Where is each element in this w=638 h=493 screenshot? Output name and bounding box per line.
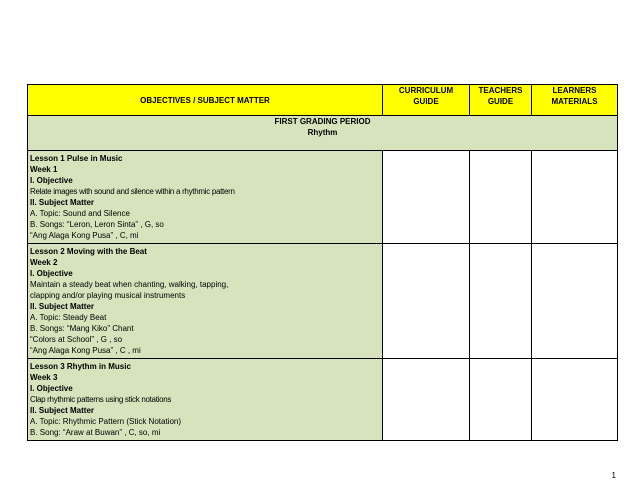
learners-header-line2: MATERIALS bbox=[551, 97, 598, 106]
learners-materials-cell bbox=[532, 151, 618, 244]
teachers-guide-header bbox=[470, 85, 532, 116]
subject-line: A. Topic: Steady Beat bbox=[30, 313, 107, 322]
learners-materials-cell bbox=[532, 244, 618, 359]
grading-period-subtitle: Rhythm bbox=[307, 128, 338, 137]
subject-line: A. Topic: Sound and Silence bbox=[30, 209, 130, 218]
learners-materials-cell bbox=[532, 359, 618, 441]
objective-text: Clap rhythmic patterns using stick notations bbox=[30, 395, 172, 404]
objective-text: Relate images with sound and silence within a rhythmic pattern bbox=[30, 187, 235, 196]
lesson-title: Lesson 2 Moving with the Beat bbox=[30, 247, 147, 256]
grading-period-cell bbox=[28, 116, 618, 151]
curriculum-guide-cell bbox=[383, 359, 470, 441]
lesson-week: Week 1 bbox=[30, 165, 58, 174]
teachers-guide-cell bbox=[470, 359, 532, 441]
subject-matter-label: II. Subject Matter bbox=[30, 302, 95, 311]
curriculum-header-line1: CURRICULUM bbox=[398, 86, 454, 95]
lesson-week: Week 2 bbox=[30, 258, 58, 267]
lesson-content bbox=[28, 359, 383, 441]
lesson-row bbox=[28, 359, 618, 441]
subject-line: B. Songs: “Mang Kiko” Chant bbox=[30, 324, 134, 333]
page-number: 1 bbox=[611, 471, 616, 480]
subject-line: “Ang Alaga Kong Pusa” , C , mi bbox=[30, 346, 141, 355]
subject-matter-label: II. Subject Matter bbox=[30, 198, 95, 207]
subject-matter-label: II. Subject Matter bbox=[30, 406, 95, 415]
header-row bbox=[28, 85, 618, 116]
curriculum-header-line2: GUIDE bbox=[413, 97, 439, 106]
lesson-row bbox=[28, 151, 618, 244]
teachers-header-line1: TEACHERS bbox=[478, 86, 523, 95]
subject-line: B. Song: “Araw at Buwan” , C, so, mi bbox=[30, 428, 161, 437]
curriculum-guide-header bbox=[383, 85, 470, 116]
grading-period-row bbox=[28, 116, 618, 151]
objective-label: I. Objective bbox=[30, 384, 73, 393]
objective-label: I. Objective bbox=[30, 176, 73, 185]
curriculum-table bbox=[27, 84, 618, 441]
curriculum-guide-cell bbox=[383, 244, 470, 359]
objective-label: I. Objective bbox=[30, 269, 73, 278]
subject-line: “Colors at School” , G , so bbox=[30, 335, 123, 344]
lesson-title: Lesson 3 Rhythm in Music bbox=[30, 362, 131, 371]
subject-line: “Ang Alaga Kong Pusa” , C, mi bbox=[30, 231, 139, 240]
learners-header-line1: LEARNERS bbox=[552, 86, 597, 95]
teachers-guide-cell bbox=[470, 151, 532, 244]
objective-text: Maintain a steady beat when chanting, walking, tapping, bbox=[30, 280, 229, 289]
teachers-guide-cell bbox=[470, 244, 532, 359]
objectives-header bbox=[28, 85, 383, 116]
lesson-week: Week 3 bbox=[30, 373, 58, 382]
lesson-content bbox=[28, 151, 383, 244]
lesson-title: Lesson 1 Pulse in Music bbox=[30, 154, 123, 163]
objectives-header-label: OBJECTIVES / SUBJECT MATTER bbox=[140, 95, 270, 105]
lesson-row bbox=[28, 244, 618, 359]
teachers-header-line2: GUIDE bbox=[487, 97, 514, 106]
lesson-content bbox=[28, 244, 383, 359]
subject-line: B. Songs: “Leron, Leron Sinta” , G, so bbox=[30, 220, 164, 229]
curriculum-guide-cell bbox=[383, 151, 470, 244]
learners-materials-header bbox=[532, 85, 618, 116]
subject-line: A. Topic: Rhythmic Pattern (Stick Notation) bbox=[30, 417, 182, 426]
objective-text: clapping and/or playing musical instruments bbox=[30, 291, 186, 300]
grading-period-title: FIRST GRADING PERIOD bbox=[274, 117, 371, 126]
